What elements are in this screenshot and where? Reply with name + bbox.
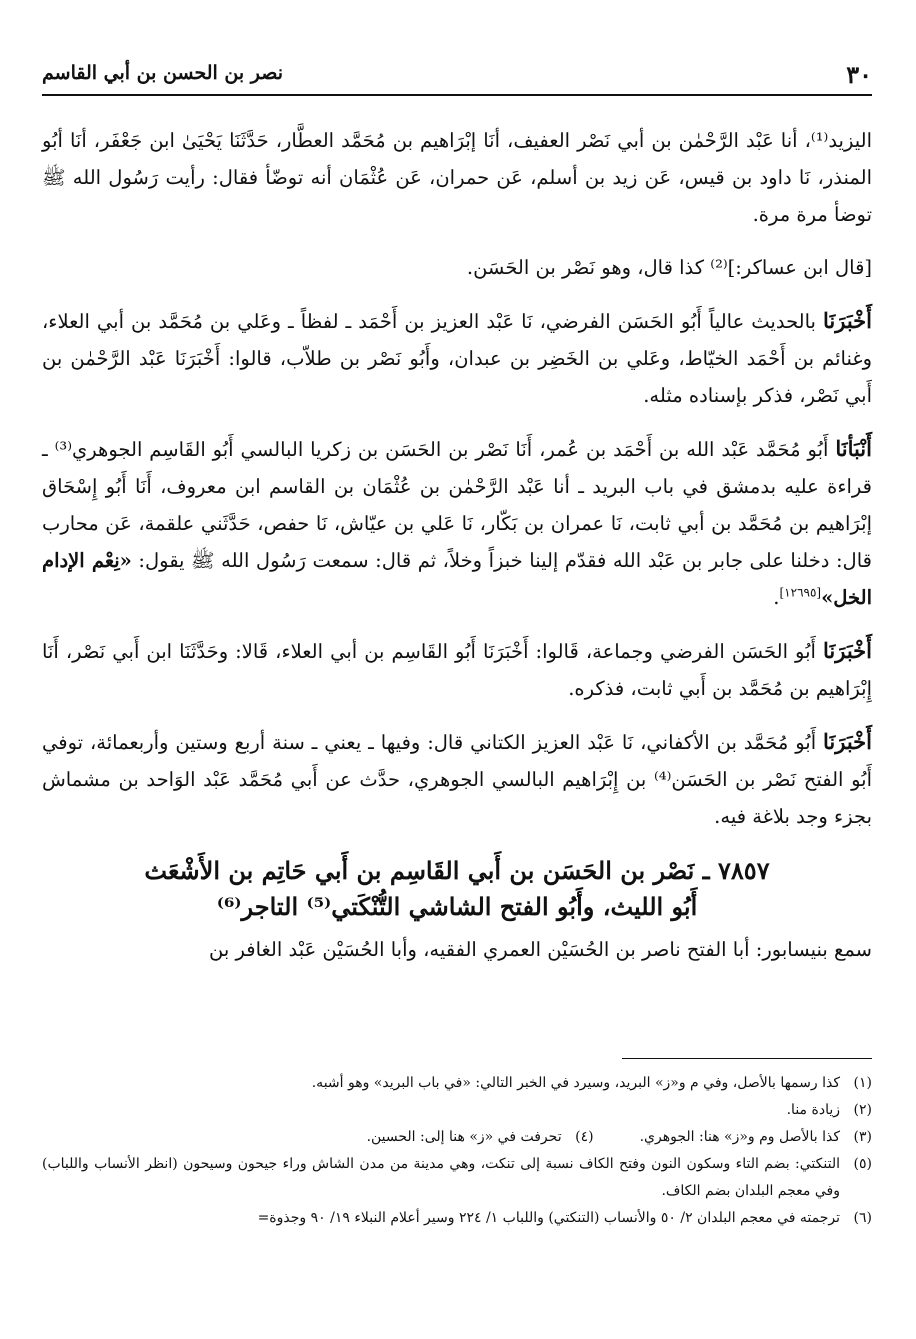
footnote-text: كذا بالأصل وم و«ز» هنا: الجوهري. <box>639 1129 840 1145</box>
footnote-number: (٣) <box>853 1129 872 1145</box>
footnote-text: التنكتي: بضم التاء وسكون النون وفتح الكاف نسبة إلى تنكت، وهي مدينة من مدن الشاش وراء جيحون وسيحون (انظر الأنساب واللباب) وفي معجم البلدان بضم الكاف. <box>42 1156 840 1199</box>
main-text <box>42 122 872 984</box>
footnotes <box>42 1070 872 1232</box>
narration-lead: أَنْبَأنَا <box>835 436 872 461</box>
footnote-text: زيادة منا. <box>786 1102 840 1118</box>
hadith-number: [١٢٦٩٥] <box>779 585 822 600</box>
header-rule <box>42 94 872 96</box>
paragraph-7: سمع بنيسابور: أبا الفتح ناصر بن الحُسَيْن العمري الفقيه، وأبا الحُسَيْن عَبْد الغافر بن <box>209 938 872 961</box>
page-number: ٣٠ <box>846 60 872 89</box>
paragraph-4-text: أَبُو مُحَمَّد عَبْد الله بن أَحْمَد بن عُمر، أَنَا نَصْر بن الحَسَن بن زكريا البالسي أَبُو القَاسِم الجوهري⁽³⁾ ـ قراءة عليه بدمشق في باب البريد ـ أنا عَبْد الرَّحْمٰن بن عُثْمَان بن القاسم ابن معروف، أَنَا أَبُو إِسْحَاق إبْرَاهيم بن مُحَمَّد بن أبي ثابت، نَا عمران بن بَكّار، نَا عَلي بن عيّاش، نَا حفص، حَدَّثَني علقمة، عَن محارب قال: دخلنا على جابر بن عَبْد الله فقدّم إلينا خبزاً وخلاً، ثم قال: سمعت رَسُول الله ﷺ يقول: <box>42 438 872 572</box>
footnote-3 <box>640 1124 872 1151</box>
paragraph-5 <box>42 632 872 707</box>
entry-heading-line-2: أَبُو الليث، وأَبُو الفتح الشاشي التُّنْكَتي⁽⁵⁾ التاجر⁽⁶⁾ <box>216 892 698 921</box>
narration-lead: أَخْبَرَنَا <box>823 729 872 754</box>
footnote-text: تحرفت في «ز» هنا إلى: الحسين. <box>366 1129 562 1145</box>
footnote-number: (٥) <box>853 1156 872 1172</box>
running-title: نصر بن الحسن بن أبي القاسم <box>42 62 284 84</box>
paragraph-6 <box>42 723 872 835</box>
footnote-5 <box>42 1151 872 1205</box>
paragraph-4: أَنْبَأنَا أَبُو مُحَمَّد عَبْد الله بن أَحْمَد بن عُمر، أَنَا نَصْر بن الحَسَن بن زكريا البالسي أَبُو القَاسِم الجوهري⁽³⁾ ـ قراءة عليه بدمشق في باب البريد ـ أنا عَبْد الرَّحْمٰن بن عُثْمَان بن القاسم ابن معروف، أَنَا أَبُو إِسْحَاق إبْرَاهيم بن مُحَمَّد بن أبي ثابت، نَا عمران بن بَكّار، نَا عَلي بن عيّاش، نَا حفص، حَدَّثَني علقمة، عَن محارب قال: دخلنا على جابر بن عَبْد الله فقدّم إلينا خبزاً وخلاً، ثم قال: سمعت رَسُول الله ﷺ يقول: «نِعْم الإدام الخل»[١٢٦٩٥]. <box>42 436 872 609</box>
footnote-rule <box>622 1058 872 1059</box>
footnote-number: (٦) <box>853 1210 872 1226</box>
entry-heading-line-1: ٧٨٥٧ ـ نَصْر بن الحَسَن بن أَبي القَاسِم بن أَبي حَاتِم بن الأَشْعَث <box>144 856 770 885</box>
footnote-4 <box>367 1124 594 1151</box>
paragraph-6-text: أَبُو مُحَمَّد بن الأكفاني، نَا عَبْد العزيز الكتاني قال: وفيها ـ يعني ـ سنة أربع وستين وأربعمائة، توفي أَبُو الفتح نَصْر بن الحَسَن⁽⁴⁾ بن إِبْرَاهيم البالسي الجوهري، حدَّث عن أَبي مُحَمَّد عَبْد الوَاحد بن مشماش بجزء وجد بلاغة فيه. <box>42 731 872 828</box>
footnote-number: (٢) <box>853 1102 872 1118</box>
footnote-6 <box>42 1205 872 1232</box>
page-header <box>42 58 872 98</box>
narration-lead: أَخْبَرَنَا <box>823 308 872 333</box>
paragraph-2: [قال ابن عساكر:]⁽²⁾ كذا قال، وهو نَصْر بن الحَسَن. <box>466 256 872 279</box>
footnote-number: (٤) <box>575 1129 594 1145</box>
footnote-text: ترجمته في معجم البلدان ٢/ ٥٠ والأنساب (التنكتي) واللباب ١/ ٢٢٤ وسير أعلام النبلاء ١٩/ ٩٠ وجذوة= <box>257 1210 840 1226</box>
paragraph-3-text: بالحديث عالياً أَبُو الحَسَن الفرضي، نَا عَبْد العزيز بن أَحْمَد ـ لفظاً ـ وعَلي بن مُحَمَّد بن أبي العلاء، وغنائم بن أَحْمَد الخيّاط، وعَلي بن الخَضِر بن عبدان، وأَبُو نَصْر بن طلاّب، قالوا: أَخْبَرَنَا عَبْد الرَّحْمٰن بن أَبي نَصْر، فذكر بإسناده مثله. <box>42 310 872 407</box>
footnote-text: كذا رسمها بالأصل، وفي م و«ز» البريد، وسيرد في الخبر التالي: «في باب البريد» وهو أشبه. <box>311 1075 840 1091</box>
paragraph-5-text: أَبُو الحَسَن الفرضي وجماعة، قَالوا: أَخْبَرَنَا أَبُو القَاسِم بن أبي العلاء، قَالا: وحَدَّثَنَا ابن أَبي نَصْر، أَنَا إِبْرَاهيم بن مُحَمَّد بن أَبي ثابت، فذكره. <box>42 640 872 700</box>
paragraph-1: اليزيد⁽¹⁾، أنا عَبْد الرَّحْمٰن بن أبي نَصْر العفيف، أنَا إبْرَاهيم بن مُحَمَّد العطَّار، حَدَّثَنَا يَحْيَىٰ ابن جَعْفَر، أنَا أبُو المنذر، نَا داود بن قيس، عَن زيد بن أسلم، عَن حمران، عَن عُثْمَان أنه توضّأ فقال: رأيت رَسُول الله ﷺ توضأ مرة مرة. <box>42 129 872 226</box>
footnote-row-3-4 <box>42 1124 872 1151</box>
paragraph-3 <box>42 302 872 414</box>
footnote-1 <box>42 1070 872 1097</box>
book-page <box>42 0 872 1339</box>
entry-heading <box>42 853 872 925</box>
hadith-text: «نِعْم الإدام الخل» <box>42 549 872 609</box>
narration-lead: أَخْبَرَنَا <box>823 638 872 663</box>
footnote-2 <box>42 1097 872 1124</box>
footnote-number: (١) <box>853 1075 872 1091</box>
